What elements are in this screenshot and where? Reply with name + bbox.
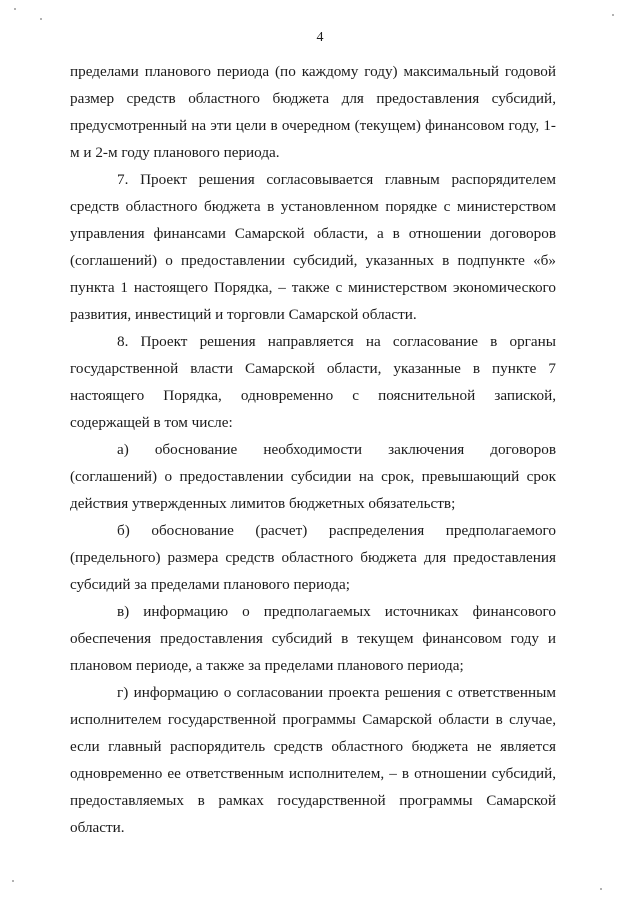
paragraph-7: 7. Проект решения согласовывается главным распорядителем средств областного бюджета в установленном порядке с министерством управления финансами Самарской области, а в отношении договоров (соглашений) о предоставлении субсидий, указанных в подпункте «б» пункта 1 настоящего Порядка, – также с министерством экономического развития, инвестиций и торговли Самарской области. (70, 171, 556, 323)
scan-speck (612, 14, 614, 16)
paragraph-8a: а) обоснование необходимости заключения договоров (соглашений) о предоставлении субсидии на срок, превышающий срок действия утвержденных лимитов бюджетных обязательств; (70, 441, 556, 512)
paragraph-8b: б) обоснование (расчет) распределения предполагаемого (предельного) размера средств областного бюджета для предоставления субсидий за пределами планового периода; (70, 522, 556, 593)
scan-speck (40, 18, 42, 20)
document-body (70, 58, 556, 841)
page-number: 4 (316, 30, 324, 45)
paragraph-8g: г) информацию о согласовании проекта решения с ответственным исполнителем государственной программы Самарской области в случае, если главный распорядитель средств областного бюджета не является одновременно ее ответственным исполнителем, – в отношении субсидий, предоставляемых в рамках государственной программы Самарской области. (70, 684, 556, 836)
paragraph-continuation: пределами планового периода (по каждому году) максимальный годовой размер средств областного бюджета для предоставления субсидий, предусмотренный на эти цели в очередном (текущем) финансовом году, 1-м и 2-м году планового периода. (70, 63, 556, 161)
scan-speck (12, 880, 14, 882)
scan-speck (14, 8, 16, 10)
paragraph-8: 8. Проект решения направляется на согласование в органы государственной власти Самарской области, указанные в пункте 7 настоящего Порядка, одновременно с пояснительной запиской, содержащей в том числе: (70, 333, 556, 431)
scan-speck (600, 888, 602, 890)
paragraph-8v: в) информацию о предполагаемых источниках финансового обеспечения предоставления субсидий в текущем финансовом году и плановом периоде, а также за пределами планового периода; (70, 603, 556, 674)
